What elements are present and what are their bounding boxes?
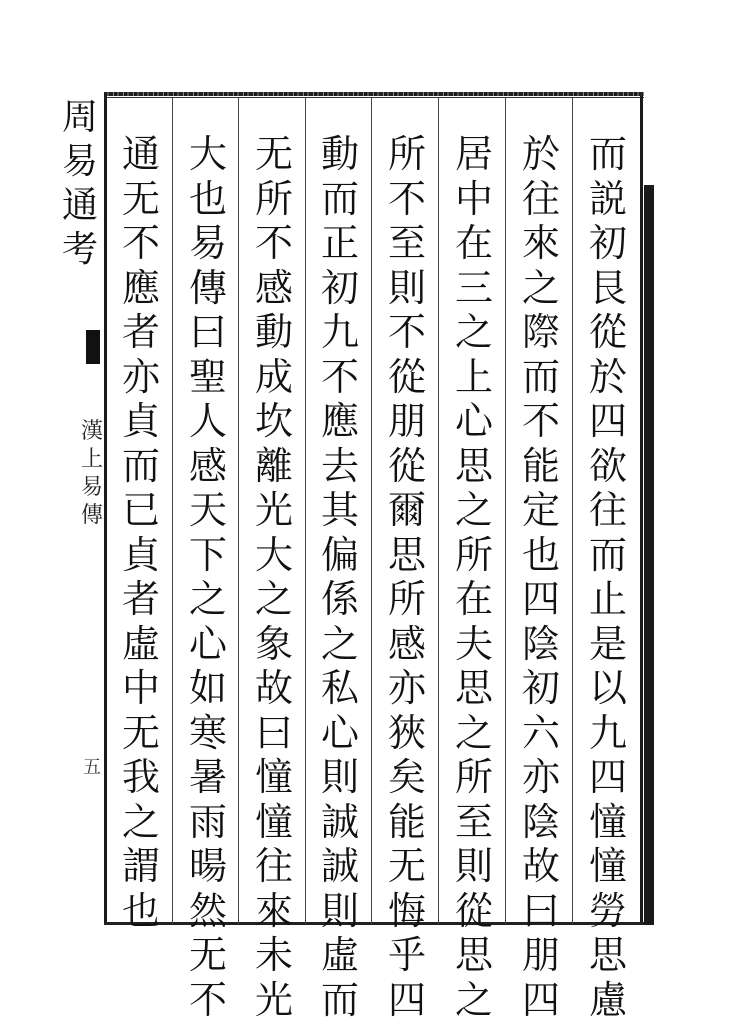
character: 能 — [387, 799, 426, 844]
book-title-char: 通 — [62, 185, 99, 226]
column-divider — [172, 98, 173, 924]
column-text — [113, 132, 169, 933]
character: 通 — [121, 132, 160, 176]
character: 光 — [254, 977, 293, 1022]
character: 則 — [320, 755, 359, 799]
character: 聖 — [188, 354, 227, 399]
character: 已 — [121, 488, 160, 532]
character: 不 — [320, 354, 359, 399]
character: 九 — [320, 310, 359, 354]
character: 易 — [188, 221, 227, 265]
character: 往 — [254, 844, 293, 888]
character: 則 — [454, 844, 493, 888]
character: 亦 — [121, 354, 160, 399]
character: 之 — [320, 621, 359, 666]
character: 感 — [188, 443, 227, 488]
character: 動 — [320, 132, 359, 176]
column-text — [580, 132, 636, 1022]
character: 光 — [254, 488, 293, 532]
character: 六 — [521, 710, 560, 755]
character: 之 — [454, 488, 493, 532]
column-text — [446, 132, 502, 1022]
character: 未 — [254, 933, 293, 977]
character: 係 — [320, 577, 359, 621]
text-column-1 — [580, 132, 636, 1022]
character: 憧 — [588, 799, 627, 844]
character: 應 — [121, 265, 160, 310]
character: 所 — [254, 176, 293, 221]
character: 曰 — [188, 310, 227, 354]
character: 傳 — [188, 265, 227, 310]
character: 正 — [320, 221, 359, 265]
character: 在 — [454, 221, 493, 265]
character: 寒 — [188, 710, 227, 755]
chapter-label-char: 漢 — [80, 419, 103, 444]
character: 慮 — [588, 977, 627, 1022]
character: 説 — [588, 176, 627, 221]
book-title — [62, 96, 98, 272]
character: 至 — [454, 799, 493, 844]
character: 而 — [121, 443, 160, 488]
character: 乎 — [387, 933, 426, 977]
character: 往 — [521, 176, 560, 221]
character: 之 — [254, 577, 293, 621]
chapter-label-char: 易 — [80, 475, 103, 500]
page-number: 五 — [83, 757, 101, 778]
character: 艮 — [588, 265, 627, 310]
character: 九 — [588, 710, 627, 755]
character: 初 — [588, 221, 627, 265]
character: 往 — [588, 488, 627, 532]
character: 不 — [121, 221, 160, 265]
character: 思 — [454, 933, 493, 977]
character: 以 — [588, 666, 627, 710]
character: 不 — [188, 977, 227, 1022]
character: 憧 — [254, 755, 293, 799]
character: 之 — [454, 710, 493, 755]
column-text — [379, 132, 435, 1022]
character: 從 — [588, 310, 627, 354]
character: 不 — [521, 399, 560, 443]
character: 坎 — [254, 399, 293, 443]
character: 而 — [588, 532, 627, 577]
character: 離 — [254, 443, 293, 488]
left-frame-line — [104, 96, 107, 924]
text-column-4 — [379, 132, 435, 1022]
character: 所 — [387, 577, 426, 621]
character: 去 — [320, 443, 359, 488]
character: 曰 — [521, 888, 560, 933]
character: 者 — [121, 310, 160, 354]
character: 我 — [121, 755, 160, 799]
character: 思 — [454, 443, 493, 488]
character: 之 — [454, 310, 493, 354]
character: 陰 — [521, 799, 560, 844]
character: 定 — [521, 488, 560, 532]
character: 而 — [521, 354, 560, 399]
text-column-2 — [513, 132, 569, 1022]
character: 虛 — [121, 621, 160, 666]
character: 心 — [454, 399, 493, 443]
character: 來 — [521, 221, 560, 265]
character: 四 — [588, 755, 627, 799]
fish-tail-mark — [86, 330, 100, 364]
column-text — [246, 132, 302, 1022]
character: 則 — [320, 888, 359, 933]
character: 亦 — [521, 755, 560, 799]
character: 曰 — [254, 710, 293, 755]
character: 在 — [454, 577, 493, 621]
column-text — [180, 132, 236, 1022]
character: 止 — [588, 577, 627, 621]
character: 所 — [454, 532, 493, 577]
character: 誠 — [320, 844, 359, 888]
character: 能 — [521, 443, 560, 488]
character: 憧 — [254, 799, 293, 844]
character: 從 — [454, 888, 493, 933]
character: 然 — [188, 888, 227, 933]
character: 是 — [588, 621, 627, 666]
character: 也 — [121, 888, 160, 933]
character: 亦 — [387, 666, 426, 710]
chapter-label-char: 上 — [80, 447, 103, 472]
character: 心 — [320, 710, 359, 755]
character: 際 — [521, 310, 560, 354]
right-frame-line — [640, 96, 643, 924]
character: 而 — [320, 977, 359, 1022]
book-title-char: 周 — [62, 97, 99, 138]
character: 矣 — [387, 755, 426, 799]
character: 而 — [588, 132, 627, 176]
character: 故 — [254, 666, 293, 710]
character: 无 — [121, 710, 160, 755]
character: 感 — [387, 621, 426, 666]
character: 居 — [454, 132, 493, 176]
character: 也 — [188, 176, 227, 221]
character: 勞 — [588, 888, 627, 933]
column-divider — [238, 98, 239, 924]
book-title-char: 易 — [62, 141, 99, 182]
character: 而 — [320, 176, 359, 221]
character: 大 — [188, 132, 227, 176]
character: 不 — [387, 176, 426, 221]
character: 雨 — [188, 799, 227, 844]
character: 中 — [454, 176, 493, 221]
character: 從 — [387, 443, 426, 488]
character: 天 — [188, 488, 227, 532]
character: 上 — [454, 354, 493, 399]
chapter-label — [80, 418, 104, 530]
character: 感 — [254, 265, 293, 310]
character: 偏 — [320, 532, 359, 577]
text-column-5 — [312, 132, 368, 1022]
character: 之 — [121, 799, 160, 844]
character: 初 — [521, 666, 560, 710]
character: 无 — [121, 176, 160, 221]
character: 動 — [254, 310, 293, 354]
character: 四 — [521, 577, 560, 621]
character: 狹 — [387, 710, 426, 755]
character: 不 — [387, 310, 426, 354]
character: 四 — [387, 977, 426, 1022]
character: 思 — [387, 532, 426, 577]
character: 无 — [387, 844, 426, 888]
character: 至 — [387, 221, 426, 265]
text-column-6 — [246, 132, 302, 1022]
character: 誠 — [320, 799, 359, 844]
character: 之 — [454, 977, 493, 1022]
character: 憧 — [588, 844, 627, 888]
column-text — [513, 132, 569, 1022]
character: 貞 — [121, 532, 160, 577]
character: 暑 — [188, 755, 227, 799]
character: 如 — [188, 666, 227, 710]
character: 初 — [320, 265, 359, 310]
character: 私 — [320, 666, 359, 710]
character: 之 — [521, 265, 560, 310]
character: 虛 — [320, 933, 359, 977]
column-divider — [438, 98, 439, 924]
character: 朋 — [387, 399, 426, 443]
character: 者 — [121, 577, 160, 621]
character: 大 — [254, 532, 293, 577]
character: 應 — [320, 399, 359, 443]
character: 故 — [521, 844, 560, 888]
character: 之 — [188, 577, 227, 621]
text-column-3 — [446, 132, 502, 1022]
character: 思 — [454, 666, 493, 710]
character: 四 — [588, 399, 627, 443]
column-divider — [305, 98, 306, 924]
character: 不 — [254, 221, 293, 265]
character: 其 — [320, 488, 359, 532]
column-divider — [505, 98, 506, 924]
book-title-char: 考 — [62, 229, 99, 270]
character: 來 — [254, 888, 293, 933]
text-column-8 — [113, 132, 169, 933]
column-text — [312, 132, 368, 1022]
character: 從 — [387, 354, 426, 399]
character: 爾 — [387, 488, 426, 532]
character: 所 — [387, 132, 426, 176]
character: 欲 — [588, 443, 627, 488]
character: 謂 — [121, 844, 160, 888]
character: 於 — [588, 354, 627, 399]
character: 心 — [188, 621, 227, 666]
character: 人 — [188, 399, 227, 443]
character: 也 — [521, 532, 560, 577]
character: 成 — [254, 354, 293, 399]
chapter-label-char: 傳 — [80, 503, 103, 528]
character: 陰 — [521, 621, 560, 666]
character: 无 — [254, 132, 293, 176]
character: 无 — [188, 933, 227, 977]
character: 下 — [188, 532, 227, 577]
top-border-line — [104, 92, 644, 96]
character: 悔 — [387, 888, 426, 933]
character: 則 — [387, 265, 426, 310]
character: 四 — [521, 977, 560, 1022]
character: 貞 — [121, 399, 160, 443]
column-divider — [371, 98, 372, 924]
character: 於 — [521, 132, 560, 176]
column-divider — [572, 98, 573, 924]
top-border-inner-line — [104, 97, 644, 98]
character: 中 — [121, 666, 160, 710]
character: 朋 — [521, 933, 560, 977]
character: 思 — [588, 933, 627, 977]
text-column-7 — [180, 132, 236, 1022]
right-binding-edge — [644, 185, 654, 925]
character: 三 — [454, 265, 493, 310]
character: 暘 — [188, 844, 227, 888]
character: 象 — [254, 621, 293, 666]
character: 夫 — [454, 621, 493, 666]
character: 所 — [454, 755, 493, 799]
